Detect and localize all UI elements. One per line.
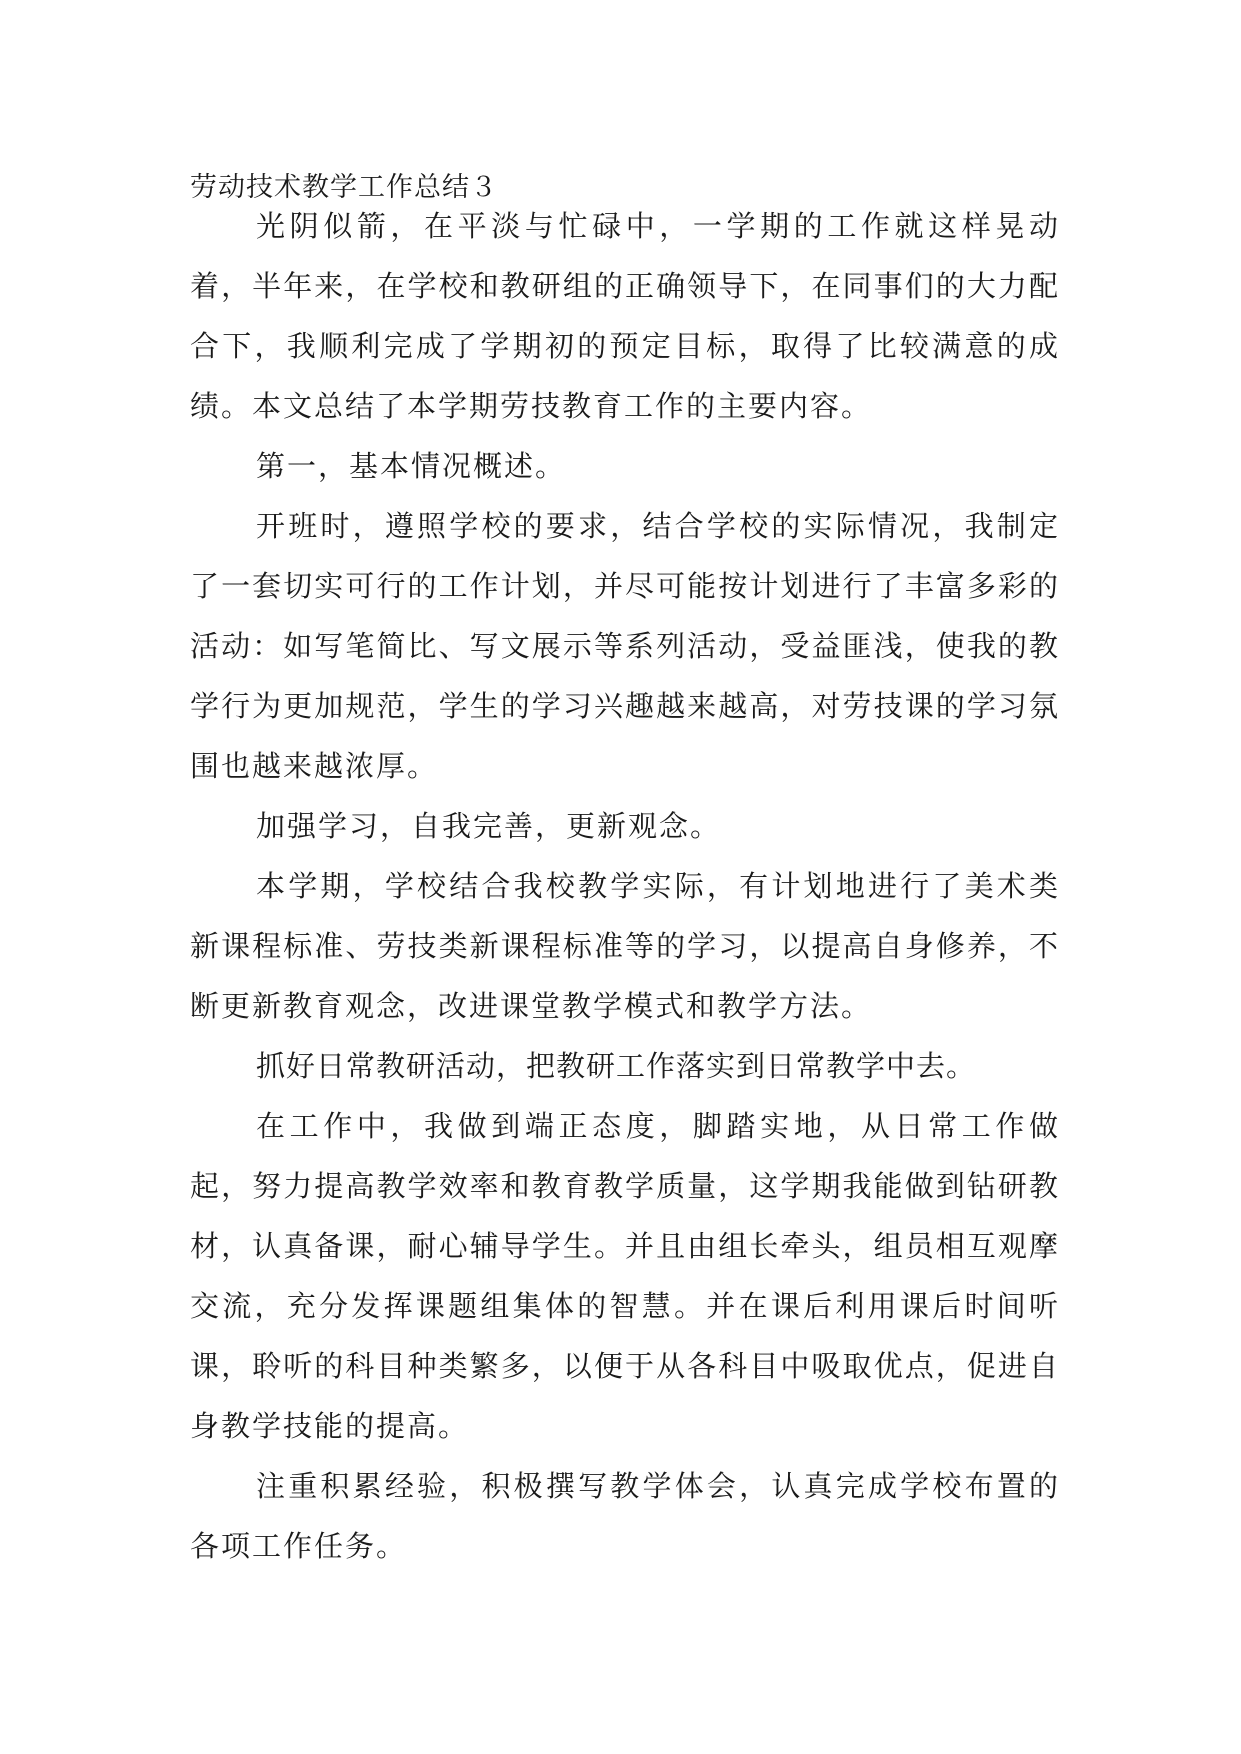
paragraph-intro: 光阴似箭，在平淡与忙碌中，一学期的工作就这样晃动着，半年来，在学校和教研组的正确领导下，在同事们的大力配合下，我顺利完成了学期初的预定目标，取得了比较满意的成绩。本文总结了本学期劳技教育工作的主要内容。 — [190, 209, 1060, 423]
paragraph-plan: 开班时，遵照学校的要求，结合学校的实际情况，我制定了一套切实可行的工作计划，并尽可能按计划进行了丰富多彩的活动：如写笔简比、写文展示等系列活动，受益匪浅，使我的教学行为更加规范，学生的学习兴趣越来越高，对劳技课的学习氛围也越来越浓厚。 — [190, 509, 1060, 783]
paragraph-heading-3: 抓好日常教研活动，把教研工作落实到日常教学中去。 — [256, 1049, 977, 1083]
paragraph-heading-2: 加强学习，自我完善，更新观念。 — [256, 809, 722, 843]
paragraph-experience: 注重积累经验，积极撰写教学体会，认真完成学校布置的各项工作任务。 — [190, 1469, 1060, 1563]
paragraph-study: 本学期，学校结合我校教学实际，有计划地进行了美术类新课程标准、劳技类新课程标准等的学习，以提高自身修养，不断更新教育观念，改进课堂教学模式和教学方法。 — [190, 869, 1060, 1023]
paragraph-work: 在工作中，我做到端正态度，脚踏实地，从日常工作做起，努力提高教学效率和教育教学质量，这学期我能做到钻研教材，认真备课，耐心辅导学生。并且由组长牵头，组员相互观摩交流，充分发挥课题组集体的智慧。并在课后利用课后时间听课，聆听的科目种类繁多，以便于从各科目中吸取优点，促进自身教学技能的提高。 — [190, 1109, 1060, 1443]
paragraph-heading-1: 第一，基本情况概述。 — [256, 449, 567, 483]
document-title: 劳动技术教学工作总结３ — [190, 172, 498, 203]
